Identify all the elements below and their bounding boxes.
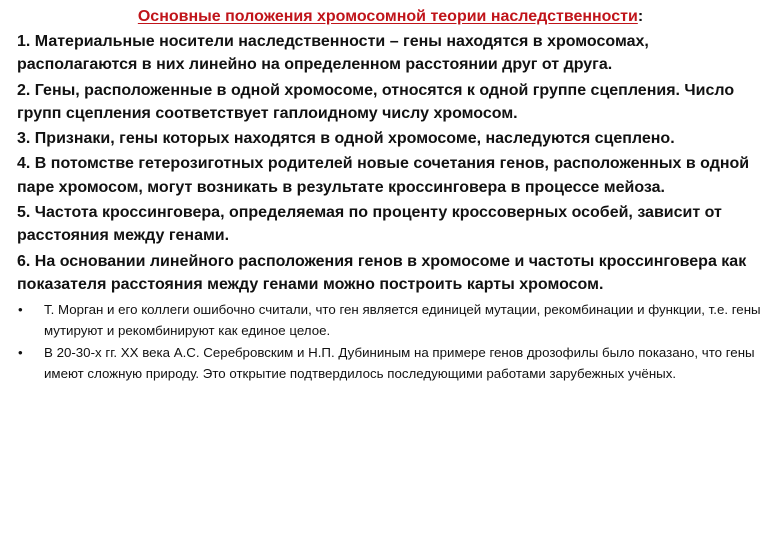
principle-1: 1. Материальные носители наследственности – гены находятся в хромосомах, располагаются в них линейно на определенном расстоянии друг от друга. <box>17 33 649 74</box>
principles-list <box>17 30 764 296</box>
principle-6: 6. На основании линейного расположения генов в хромосоме и частоты кроссинговера как показателя расстояния между генами можно построить карты хромосом. <box>17 252 747 293</box>
slide-title-text: Основные положения хромосомной теории наследственности <box>137 8 638 25</box>
bullet-icon: • <box>18 302 23 318</box>
principle-3: 3. Признаки, гены которых находятся в одной хромосоме, наследуются сцеплено. <box>17 130 675 148</box>
slide-title <box>17 7 764 27</box>
principle-5: 5. Частота кроссинговера, определяемая по проценту кроссоверных особей, зависит от расстояния между генами. <box>17 204 722 245</box>
bullet-icon: • <box>18 345 23 361</box>
notes-list <box>17 300 764 384</box>
note-item <box>17 300 764 341</box>
principle-4: 4. В потомстве гетерозиготных родителей новые сочетания генов, расположенных в одной паре хромосом, могут возникать в результате кроссинговера в процессе мейоза. <box>17 155 750 196</box>
slide-title-colon: : <box>637 8 644 25</box>
note-text-2: В 20-30-х гг. XX века А.С. Серебровским и Н.П. Дубининым на примере генов дрозофилы было показано, что гены имеют сложную природу. Это открытие подтвердилось последующими работами зарубежных учёных. <box>44 345 755 381</box>
principle-2: 2. Гены, расположенные в одной хромосоме, относятся к одной группе сцепления. Число групп сцепления соответствует гаплоидному числу хромосом. <box>17 81 735 122</box>
note-text-1: Т. Морган и его коллеги ошибочно считали, что ген является единицей мутации, рекомбинации и функции, т.е. гены мутируют и рекомбинируют как единое целое. <box>44 302 761 338</box>
note-item <box>17 343 764 384</box>
